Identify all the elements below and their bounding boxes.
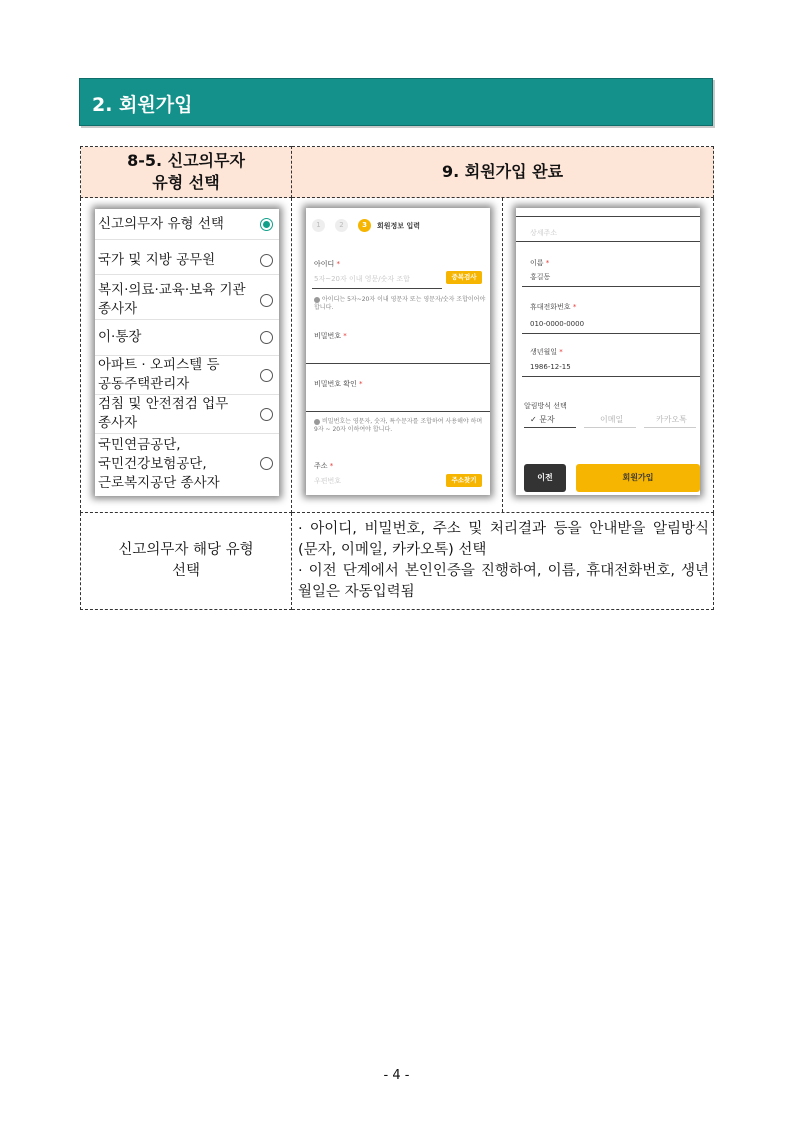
list-item-label: 국민건강보험공단, (98, 456, 207, 472)
step-title: 회원정보 입력 (377, 222, 421, 230)
radio-icon[interactable] (260, 294, 273, 307)
col1-description (81, 513, 292, 610)
name-label: 이름 * (530, 259, 550, 267)
addr-label: 주소 * (314, 462, 334, 470)
radio-icon[interactable] (260, 331, 273, 344)
notify-kakao-option[interactable]: 카카오톡 (656, 415, 687, 424)
find-address-button[interactable]: 주소찾기 (446, 474, 482, 487)
list-item-6[interactable] (95, 434, 279, 496)
prev-button[interactable]: 이전 (524, 464, 566, 492)
col1-header (81, 147, 292, 198)
list-item-label: 아파트 · 오피스텔 등 (98, 357, 220, 373)
pw-confirm-input[interactable] (306, 411, 490, 412)
signup-submit-button[interactable]: 회원가입 (576, 464, 700, 492)
step-1-icon: 1 (312, 219, 325, 232)
top-line (516, 216, 700, 217)
notify-label: 알림방식 선택 (524, 402, 567, 410)
radio-icon[interactable] (260, 408, 273, 421)
zipcode-input[interactable]: 우편번호 (314, 477, 342, 485)
pw-note: 비밀번호는 영문자, 숫자, 특수문자를 조합하여 사용해야 하며 9자 ~ 20자 이하여야 합니다. (314, 418, 483, 433)
detail-address-input[interactable]: 상세주소 (530, 229, 558, 237)
notify-email-option[interactable]: 이메일 (600, 415, 624, 424)
col1-desc-line1: 신고의무자 해당 유형 (118, 542, 254, 558)
member-info-screen-2 (516, 208, 700, 495)
phone-underline (522, 333, 700, 334)
list-item-5[interactable] (95, 395, 279, 434)
pw-confirm-label: 비밀번호 확인 * (314, 380, 363, 388)
id-note: 아이디는 5자~20자 이내 영문자 또는 영문자/숫자 조합이어야 합니다. (314, 296, 486, 311)
email-underline (584, 427, 636, 428)
list-item-label: 종사자 (98, 301, 138, 317)
list-item-label: 국민연금공단, (98, 437, 181, 453)
signup-screens-cell (292, 198, 714, 513)
col1-desc-line2: 선택 (171, 563, 200, 579)
birth-label: 생년월일 * (530, 348, 563, 356)
info-icon (314, 419, 320, 425)
list-item-label: 종사자 (98, 415, 138, 431)
phone-label: 휴대전화번호 * (530, 303, 577, 311)
col2-header: 9. 회원가입 완료 (292, 147, 714, 198)
member-info-screen (306, 208, 490, 495)
col2-desc-item1: · 아이디, 비밀번호, 주소 및 처리결과 등을 안내받을 알림방식 (문자, 이메일, 카카오톡) 선택 (298, 521, 709, 558)
id-input[interactable]: 5자~20자 이내 영문/숫자 조합 (314, 275, 410, 283)
birth-underline (522, 376, 700, 377)
dup-check-button[interactable]: 중복검사 (446, 271, 482, 284)
col2-description (292, 513, 714, 610)
type-select-screen (95, 209, 279, 496)
kakao-underline (644, 427, 696, 428)
section-title-bar (79, 78, 713, 126)
list-item-label: 검침 및 안전점검 업무 (98, 396, 229, 412)
birth-field: 1986-12-15 (530, 363, 571, 371)
name-field: 홍길동 (530, 273, 551, 281)
radio-selected-icon[interactable] (260, 218, 273, 231)
id-underline (312, 288, 442, 289)
phone-field: 010-0000-0000 (530, 320, 585, 328)
radio-icon[interactable] (260, 457, 273, 470)
list-header[interactable] (95, 209, 279, 240)
list-item-label: 근로복지공단 종사자 (98, 475, 220, 491)
page-number: - 4 - (383, 1068, 410, 1083)
list-item-label: 공동주택관리자 (98, 376, 190, 392)
pw-input[interactable] (306, 363, 490, 364)
pw-label: 비밀번호 * (314, 332, 347, 340)
step-3-icon: 3 (358, 219, 371, 232)
list-item-label: 이·통장 (98, 329, 142, 345)
list-item-1[interactable] (95, 247, 279, 275)
list-item-2[interactable] (95, 281, 279, 320)
step-2-icon: 2 (335, 219, 348, 232)
list-item-label: 국가 및 지방 공무원 (98, 252, 216, 268)
radio-icon[interactable] (260, 254, 273, 267)
radio-icon[interactable] (260, 369, 273, 382)
col1-header-line2: 유형 선택 (152, 173, 220, 192)
info-icon (314, 297, 320, 303)
list-header-label: 신고의무자 유형 선택 (98, 216, 224, 232)
col2-desc-item2: · 이전 단계에서 본인인증을 진행하여, 이름, 휴대전화번호, 생년월일은 자동입력됨 (298, 563, 709, 600)
section-title: 2. 회원가입 (92, 94, 193, 116)
list-item-4[interactable] (95, 356, 279, 395)
sms-underline (524, 427, 576, 428)
inner-divider (502, 198, 503, 512)
list-item-3[interactable] (95, 320, 279, 356)
type-select-cell (81, 198, 292, 513)
signup-table (80, 146, 714, 610)
notify-sms-option[interactable]: ✓ 문자 (530, 415, 555, 424)
name-underline (522, 286, 700, 287)
list-item-label: 복지·의료·교육·보육 기관 (98, 282, 246, 298)
col1-header-line1: 8-5. 신고의무자 (127, 151, 245, 170)
id-label: 아이디 * (314, 260, 341, 268)
detail-addr-underline (516, 241, 700, 242)
